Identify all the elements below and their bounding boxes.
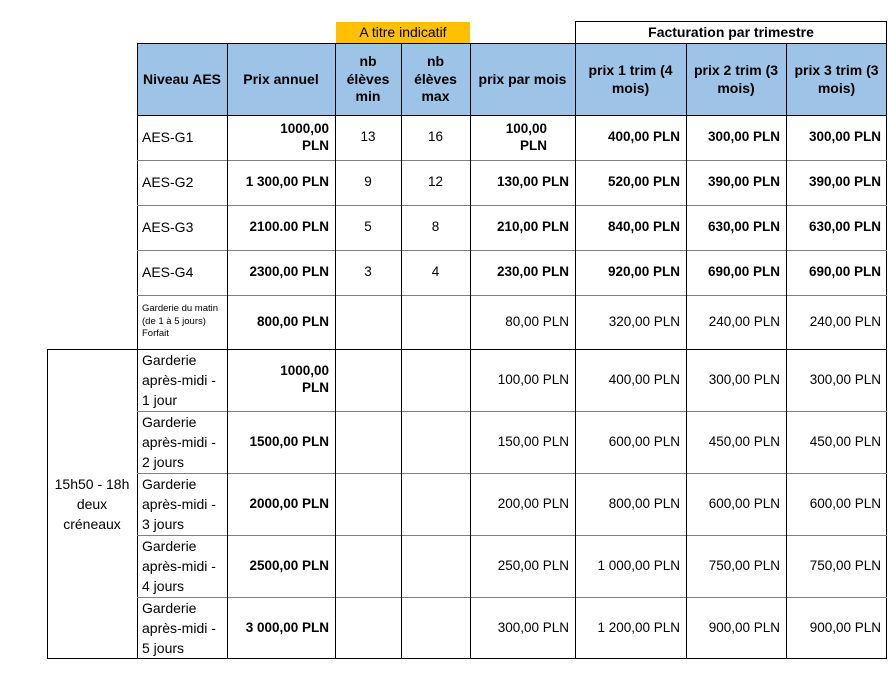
grid-line [227, 43, 228, 659]
grid-line [137, 535, 887, 536]
grid-line [575, 43, 576, 659]
cell-t2: 630,00 PLN [707, 219, 780, 235]
grid-line [137, 473, 887, 474]
banner-facturation: Facturation par trimestre [648, 23, 814, 40]
cell-t3: 300,00 PLN [808, 129, 881, 145]
cell-max [401, 597, 470, 659]
cell-t3: 390,00 PLN [808, 174, 881, 190]
cell-max: 8 [431, 219, 440, 235]
cell-t1: 1 200,00 PLN [597, 619, 680, 635]
cell-annuel: 1500,00 PLN [249, 433, 329, 449]
cell-t2: 240,00 PLN [708, 313, 780, 329]
cell-min [335, 411, 401, 473]
grid-line [137, 205, 887, 206]
cell-annuel: 1000,00 PLN [280, 363, 329, 395]
grid-line [686, 43, 687, 659]
grid-line [137, 411, 887, 412]
cell-min [335, 349, 401, 411]
grid-line [137, 295, 887, 296]
cell-t2: 600,00 PLN [708, 495, 780, 511]
cell-mois: 150,00 PLN [497, 433, 569, 449]
cell-t3: 750,00 PLN [809, 557, 881, 573]
cell-min [335, 597, 401, 659]
grid-line [137, 250, 887, 251]
header-prix-annuel: Prix annuel [227, 44, 335, 115]
grid-line [137, 597, 887, 598]
cell-niveau: Garderie après-midi - 4 jours [142, 537, 216, 595]
cell-t3: 630,00 PLN [808, 219, 881, 235]
cell-max: 16 [427, 129, 444, 145]
cell-t1: 920,00 PLN [607, 264, 680, 280]
grid-line [401, 43, 402, 659]
grid-line [47, 658, 887, 659]
cell-mois: 130,00 PLN [496, 174, 569, 190]
cell-min [335, 295, 401, 349]
cell-mois: 200,00 PLN [497, 495, 569, 511]
cell-niveau: AES-G1 [142, 128, 194, 145]
cell-mois: 250,00 PLN [497, 557, 569, 573]
cell-t3: 300,00 PLN [809, 371, 881, 387]
cell-max [401, 295, 470, 349]
cell-mois: 100,00 PLN [505, 120, 547, 153]
cell-t3: 600,00 PLN [809, 495, 881, 511]
cell-niveau: AES-G4 [142, 263, 194, 280]
cell-t1: 320,00 PLN [608, 313, 680, 329]
cell-mois: 230,00 PLN [496, 264, 569, 280]
cell-t3: 690,00 PLN [808, 264, 881, 280]
grid-line [886, 43, 887, 659]
cell-min [335, 473, 401, 535]
side-label-creneaux: 15h50 - 18h deux créneaux [54, 475, 130, 533]
cell-niveau: Garderie après-midi - 3 jours [142, 475, 216, 533]
cell-annuel: 1 300,00 PLN [245, 174, 329, 190]
cell-mois: 300,00 PLN [497, 619, 569, 635]
cell-t1: 1 000,00 PLN [597, 557, 680, 573]
cell-max: 12 [427, 174, 444, 190]
cell-t1: 520,00 PLN [607, 174, 680, 190]
grid-line [786, 43, 787, 659]
grid-line [335, 43, 336, 659]
cell-t1: 600,00 PLN [608, 433, 680, 449]
grid-line [47, 349, 887, 350]
cell-mois: 100,00 PLN [497, 371, 569, 387]
cell-max [401, 411, 470, 473]
cell-t1: 800,00 PLN [608, 495, 680, 511]
cell-annuel: 800,00 PLN [256, 313, 329, 329]
grid-line [470, 43, 471, 659]
cell-max [401, 473, 470, 535]
cell-niveau: AES-G2 [142, 173, 194, 190]
cell-max [401, 535, 470, 597]
cell-t2: 690,00 PLN [707, 264, 780, 280]
cell-annuel: 2000,00 PLN [249, 495, 329, 511]
cell-min [335, 535, 401, 597]
cell-max [401, 349, 470, 411]
cell-niveau: Garderie du matin (de 1 à 5 jours) Forfait [142, 303, 219, 340]
cell-t2: 450,00 PLN [708, 433, 780, 449]
header-trim-3: prix 3 trim (3 mois) [786, 44, 887, 115]
grid-line [47, 349, 48, 659]
cell-niveau: AES-G3 [142, 218, 194, 235]
cell-t2: 900,00 PLN [708, 619, 780, 635]
cell-t2: 390,00 PLN [707, 174, 780, 190]
cell-niveau: Garderie après-midi - 2 jours [142, 413, 216, 471]
grid-line [137, 43, 138, 659]
cell-mois: 80,00 PLN [505, 313, 569, 329]
cell-min: 13 [360, 129, 376, 145]
cell-annuel: 3 000,00 PLN [245, 619, 329, 635]
header-nb-min: nb élèves min [335, 44, 401, 115]
cell-t2: 300,00 PLN [708, 371, 780, 387]
cell-min: 3 [364, 264, 372, 280]
header-trim-2: prix 2 trim (3 mois) [686, 44, 786, 115]
cell-t1: 400,00 PLN [607, 129, 680, 145]
header-prix-mois: prix par mois [470, 44, 575, 115]
cell-t1: 400,00 PLN [608, 371, 680, 387]
cell-t3: 450,00 PLN [809, 433, 881, 449]
cell-niveau: Garderie après-midi - 5 jours [142, 599, 216, 657]
grid-line [137, 115, 887, 116]
grid-line [137, 43, 887, 44]
cell-annuel: 1000,00 PLN [280, 120, 329, 153]
cell-t2: 750,00 PLN [708, 557, 780, 573]
cell-t1: 840,00 PLN [607, 219, 680, 235]
cell-max: 4 [431, 264, 440, 280]
cell-annuel: 2100.00 PLN [249, 219, 329, 235]
header-niveau: Niveau AES [137, 44, 227, 115]
cell-t3: 900,00 PLN [809, 619, 881, 635]
cell-annuel: 2300,00 PLN [249, 264, 329, 280]
cell-min: 5 [364, 219, 372, 235]
cell-min: 9 [364, 174, 372, 190]
banner-indicatif: A titre indicatif [336, 22, 470, 43]
cell-mois: 210,00 PLN [496, 219, 569, 235]
header-nb-max: nb élèves max [401, 44, 470, 115]
grid-line [137, 160, 887, 161]
cell-annuel: 2500,00 PLN [249, 557, 329, 573]
cell-t3: 240,00 PLN [809, 313, 881, 329]
header-trim-1: prix 1 trim (4 mois) [575, 44, 686, 115]
cell-niveau: Garderie après-midi - 1 jour [142, 351, 216, 409]
cell-t2: 300,00 PLN [707, 129, 780, 145]
